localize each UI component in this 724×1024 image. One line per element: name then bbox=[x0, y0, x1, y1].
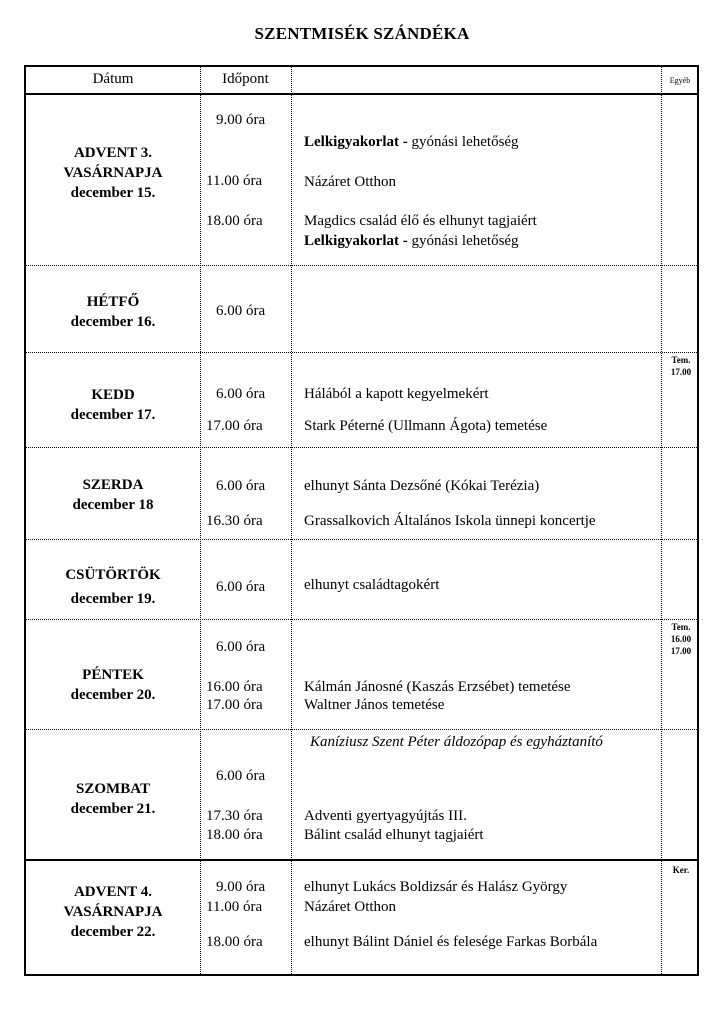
row-day-label: SZOMBAT december 21. bbox=[70, 781, 156, 817]
schedule-table: Dátum Időpont Egyéb ADVENT 3. VASÁRNAPJA december 15. 9.00 óra 11.00 óra 18.00 óra Lelkigyakorlat - gyónási lehetőség Názáret Otthon Magdics család élő és elhunyt tagjaiért Lelkigyakorlat - gyónási lehetőség HÉTFŐ december 16. 6.00 óra KEDD december 17. 6.00 óra 17.00 óra Hálából a kapott kegyelmekért Stark Péterné (Ullmann Ágota) temetése Tem. 17.00 SZERDA december 18 6.00 óra 16.30 óra elhunyt Sánta Dezsőné (Kókai Terézia) Grassalkovich Általános Iskola ünnepi koncertje CSÜTÖRTÖK december 19. 6.00 óra elhunyt családtagokért PÉNTEK december 20. 6.00 óra 16.00 óra 17.00 óra Kálmán Jánosné (Kaszás Erzsébet) temetése Waltner János temetése Tem. 16.00 17.00 Kaníziusz Szent Péter áldozópap és egyháztanító SZOMBAT december 21. 6.00 óra 17.30 óra 18.00 óra Adventi gyertyagyújtás III. Bálint család elhunyt tagjaiért ADVENT 4. VASÁRNAPJA december 22. 9.00 óra 11.00 óra 18.00 óra elhunyt Lukács Boldizsár és Halász György Názáret Otthon elhunyt Bálint Dániel és felesége Farkas Borbála Ker. bbox=[24, 65, 699, 976]
row-day-label: ADVENT 3. VASÁRNAPJA december 15. bbox=[63, 145, 163, 201]
row-day-label: KEDD december 17. bbox=[70, 387, 156, 423]
row-extra-note: Tem. 17.00 bbox=[670, 355, 692, 377]
row-divider bbox=[26, 447, 697, 448]
row-divider bbox=[26, 539, 697, 540]
row-day-label: HÉTFŐ december 16. bbox=[70, 294, 156, 330]
row-extra-note: Ker. bbox=[672, 865, 690, 875]
row-day-label: CSÜTÖRTÖK december 19. bbox=[65, 567, 161, 607]
page-title: SZENTMISÉK SZÁNDÉKA bbox=[254, 24, 470, 43]
header-idopont: Időpont bbox=[222, 71, 269, 87]
header-datum: Dátum bbox=[92, 71, 134, 87]
row-divider bbox=[26, 265, 697, 266]
column-divider bbox=[661, 67, 662, 974]
header-egyeb: Egyéb bbox=[669, 76, 691, 85]
row-divider bbox=[26, 859, 697, 861]
row-day-label: SZERDA december 18 bbox=[72, 477, 154, 513]
row-day-label: PÉNTEK december 20. bbox=[70, 667, 156, 703]
row-divider bbox=[26, 352, 697, 353]
column-divider bbox=[291, 67, 292, 974]
row-divider bbox=[26, 729, 697, 730]
row-extra-note: Tem. 16.00 17.00 bbox=[670, 622, 692, 656]
row-day-label: ADVENT 4. VASÁRNAPJA december 22. bbox=[63, 884, 163, 940]
header-divider bbox=[26, 93, 697, 95]
row-divider bbox=[26, 619, 697, 620]
